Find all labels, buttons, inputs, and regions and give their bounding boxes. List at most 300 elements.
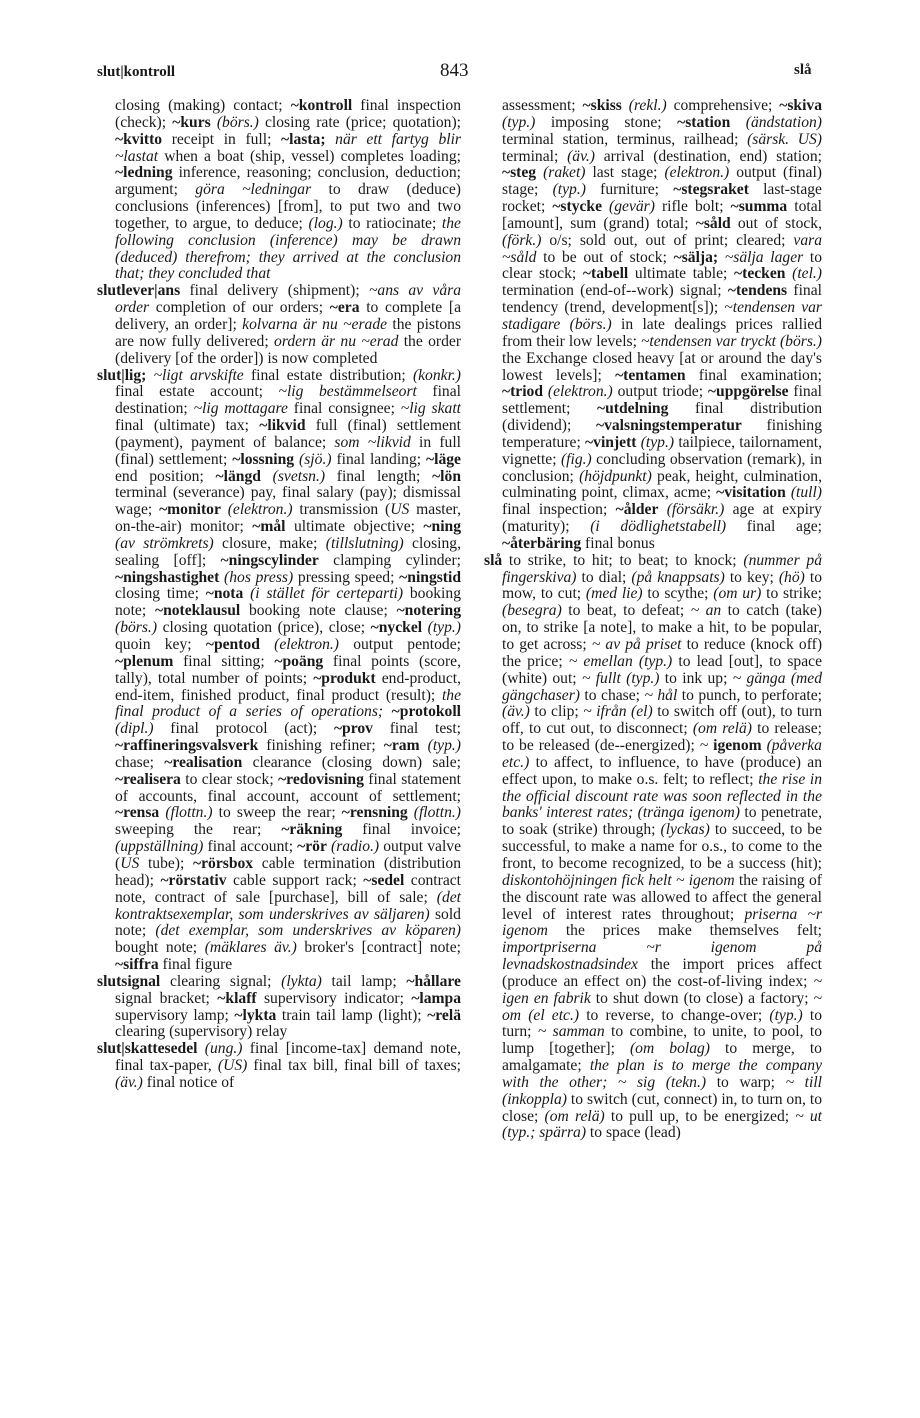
italic-phrase: ~tendensen var stadigare (börs.) (502, 299, 822, 333)
definition-text: to succeed, to be successful, to make a name for o.s., to come to the front, to become recognized, to be a success (hit); (502, 821, 822, 872)
headword: ~realisation (164, 753, 243, 771)
italic-phrase: (lykta) (281, 972, 322, 990)
italic-phrase: ~ ifrån (el) (583, 703, 653, 721)
definition-text: to draw (deduce) conclusions (inferences) [from], to put two and two together, to argue, to deduce; (115, 181, 461, 232)
definition-text: final landing; (331, 450, 427, 468)
italic-phrase: ~ (699, 737, 714, 755)
page-number: 843 (440, 60, 469, 81)
headword: slutlever|ans (97, 282, 181, 300)
continued-entry (97, 98, 461, 283)
headword: ~läge (426, 450, 461, 468)
definition-text: final [income-tax] demand note, final tax-paper, (115, 1040, 461, 1075)
italic-phrase: (om relä) (544, 1107, 605, 1125)
italic-phrase: (elektron.) (547, 383, 613, 401)
definition-text: closing (making) contact; (115, 97, 291, 114)
definition-text: rifle bolt; (654, 198, 731, 216)
headword: ~stegsraket (673, 181, 749, 199)
definition-text (260, 636, 274, 653)
italic-phrase: ordern är nu ~erad (274, 332, 399, 350)
italic-phrase: (typ.) (769, 1006, 803, 1024)
italic-phrase: (US) (217, 1057, 248, 1075)
definition-text (326, 131, 336, 148)
headword: ~ledning (115, 164, 173, 182)
definition-text: out of stock, (730, 214, 822, 232)
italic-phrase: (log.) (308, 214, 343, 232)
definition-text: to warp; (706, 1073, 786, 1091)
definition-text: to clear stock; (180, 770, 279, 788)
italic-phrase: (äv.) (115, 1073, 143, 1091)
definition-text: to lead [out], to space (white) out; (502, 652, 822, 687)
headword: ~tecken (734, 265, 786, 283)
italic-phrase: (dipl.) (115, 720, 154, 738)
definition-text: final age; (726, 518, 822, 536)
definition-text: closing time; (115, 585, 206, 603)
definition-text: tube); (139, 854, 193, 872)
definition-text: final consignee; (287, 400, 401, 418)
definition-text: final invoice; (342, 821, 461, 839)
definition-text: supervisory indicator; (256, 989, 412, 1007)
headword: ~protokoll (391, 703, 461, 721)
definition-text: sweeping the rear; (115, 821, 282, 839)
italic-phrase: kolvarna är nu ~erade (242, 315, 388, 333)
definition-text (730, 114, 745, 131)
headword: ~rörsbox (193, 854, 254, 872)
italic-phrase: (konkr.) (412, 366, 461, 384)
italic-phrase: (lyckas) (660, 821, 710, 839)
headword: ~stycke (552, 198, 603, 216)
definition-text: imposing stone; (535, 113, 678, 131)
italic-phrase: (tränga igenom) (637, 804, 740, 822)
definition-text: to clear stock; (502, 248, 823, 283)
definition-text: ultimate table; (628, 265, 735, 283)
definition-text: to merge, to amalgamate; (502, 1040, 822, 1075)
italic-phrase: (elektron.) (227, 501, 293, 519)
definition-text: clearance (closing down) sale; (242, 753, 461, 771)
headword: slå (484, 551, 503, 569)
italic-phrase: vara ~såld (502, 231, 822, 266)
headword: ~lykta (234, 1006, 277, 1024)
definition-text (602, 198, 609, 215)
italic-phrase: priserna ~r igenom (502, 905, 822, 940)
definition-text: final statement of accounts, final account, account of settlement; (115, 770, 461, 805)
headword: ~skiss (582, 97, 622, 114)
italic-phrase: (om ur) (713, 585, 762, 603)
continued-entry (484, 98, 822, 553)
definition-text: to reverse, to change-over; (579, 1006, 770, 1024)
definition-text: final estate distribution; (243, 366, 413, 384)
headword: ~lampa (411, 989, 462, 1007)
definition-text: to beat, to defeat; (561, 602, 691, 620)
headword: ~ningstid (399, 568, 462, 586)
headword: ~siffra (115, 956, 159, 974)
headword: ~hållare (406, 972, 461, 990)
definition-text: tail lamp; (321, 972, 407, 990)
headword: ~sedel (363, 871, 405, 889)
headword: ~ålder (615, 501, 659, 519)
definition-text: total [amount], sum (grand) total; (502, 198, 822, 232)
definition-text: final points (score, tally), total number of points; (115, 652, 461, 687)
headword: ~kurs (172, 113, 211, 131)
italic-phrase: som ~likvid (334, 433, 411, 451)
headword: ~monitor (159, 501, 221, 519)
italic-phrase: (försäkr.) (666, 501, 725, 519)
headword: ~pentod (205, 636, 260, 653)
italic-phrase: ~ gänga (med gängchaser) (502, 669, 823, 704)
definition-text: to sweep the rear; (212, 804, 342, 822)
italic-phrase: ~ av på priset (591, 636, 682, 653)
italic-phrase: (elektron.) (664, 164, 730, 182)
headword: ~utdelning (597, 400, 669, 418)
italic-phrase: ~ans av våra order (115, 282, 461, 317)
definition-text: final length; (325, 467, 433, 485)
definition-text: last-stage rocket; (502, 181, 822, 216)
definition-text: when a boat (ship, vessel) completes loading; (158, 147, 461, 165)
definition-text: furniture; (585, 181, 674, 199)
headword: ~återbäring (502, 534, 582, 552)
italic-phrase: (med lie) (585, 585, 643, 603)
italic-phrase: (uppställning) (115, 838, 204, 856)
definition-text: pressing speed; (293, 568, 400, 586)
definition-text: completion of our orders; (149, 299, 330, 317)
dictionary-entry (97, 974, 461, 1041)
headword: ~skiva (779, 97, 822, 114)
definition-text: the prices make themselves felt; (547, 922, 822, 940)
definition-text: final examination; (685, 366, 822, 384)
headword: ~noteklausul (154, 602, 241, 620)
italic-phrase: (besegra) (502, 602, 562, 620)
italic-phrase: (av strömkrets) (115, 534, 214, 552)
italic-phrase: ~tendensen var tryckt (börs.) (640, 332, 822, 350)
running-head-left: slut|kontroll (97, 64, 176, 80)
definition-text: to switch off (out), to turn off, to cut out, to disconnect; (502, 703, 823, 738)
definition-text (607, 1074, 618, 1091)
italic-phrase: ~ samman (537, 1023, 605, 1041)
definition-text: assessment; (502, 97, 583, 114)
headword: ~tentamen (615, 366, 686, 384)
definition-text (146, 367, 153, 384)
definition-text (221, 501, 228, 518)
definition-text: finishing refiner; (258, 737, 384, 755)
definition-text: tailpiece, tailornament, vignette; (502, 433, 822, 468)
italic-phrase: ~ igen en fabrik (502, 972, 822, 1007)
headword: ~mål (252, 518, 286, 536)
definition-text: transmission ( (292, 501, 391, 519)
italic-phrase: (äv.) (502, 703, 530, 721)
italic-phrase: (om relä) (692, 720, 752, 738)
definition-text: age at expiry (maturity); (502, 501, 822, 536)
italic-phrase: (tillslutning) (325, 534, 404, 552)
italic-phrase: (tel.) (792, 265, 822, 283)
definition-text: final distribution (dividend); (502, 400, 822, 435)
definition-text (718, 249, 725, 266)
italic-phrase: the final product of a series of operations; (115, 686, 461, 721)
italic-phrase: (på knappsats) (631, 568, 725, 586)
italic-phrase: (elektron.) (274, 636, 339, 653)
definition-text: end-product, end-item, finished product, final product (result); (115, 669, 461, 704)
headword: ~prov (333, 720, 373, 738)
definition-text: cable support rack; (226, 871, 364, 889)
headword: ~rensning (341, 804, 408, 822)
definition-text: arrival (destination, end) station; (594, 147, 822, 165)
headword: ~relä (427, 1006, 461, 1024)
running-head-right: slå (794, 62, 812, 78)
headword: igenom (713, 737, 762, 755)
italic-phrase: (radio.) (331, 838, 380, 856)
italic-phrase: (sjö.) (299, 450, 332, 468)
italic-phrase: (fig.) (560, 450, 592, 468)
definition-text: output triode; (612, 383, 708, 401)
italic-phrase: ~lig skatt (400, 400, 461, 418)
definition-text: clearing signal; (160, 972, 282, 990)
italic-phrase: (mäklares äv.) (204, 939, 297, 957)
definition-text: to space (lead) (586, 1124, 681, 1142)
headword: slut|lig; (97, 366, 147, 384)
headword: ~rörstativ (160, 871, 227, 889)
italic-phrase: (i stället för certeparti) (250, 585, 404, 603)
definition-text: full (final) settlement (payment), payment of balance; (115, 417, 462, 451)
italic-phrase: (rekl.) (628, 97, 667, 114)
definition-text: to chase; (579, 686, 645, 704)
italic-phrase: (äv.) (567, 147, 595, 165)
italic-phrase: (tull) (790, 484, 822, 502)
definition-text: clearing (supervisory) relay (115, 1023, 288, 1041)
definition-text: final inspection (check); (115, 97, 461, 131)
headword: ~summa (730, 198, 788, 216)
italic-phrase: ~sälja lager (724, 248, 804, 266)
definition-text: in full (final) settlement; (115, 433, 461, 468)
definition-text: final account; (203, 838, 298, 856)
headword: ~realisera (115, 770, 181, 788)
headword: ~nyckel (370, 619, 423, 637)
definition-text: termination (end-of--work) signal; (502, 282, 728, 300)
headword: ~ningshastighet (115, 568, 220, 586)
headword: ~kontroll (290, 97, 353, 114)
definition-text: final estate account; (115, 383, 279, 401)
headword: ~lossning (232, 450, 295, 468)
definition-text: quoin key; (115, 636, 206, 653)
headword: ~likvid (259, 417, 306, 435)
definition-text: to ink up; (659, 669, 733, 687)
definition-text: the pistons are now fully delivered; (115, 315, 461, 350)
headword: ~räkning (281, 821, 343, 839)
italic-phrase: (börs.) (216, 113, 259, 131)
definition-text: in late dealings prices rallied from their low levels; (502, 315, 822, 350)
italic-phrase: (gevär) (609, 198, 655, 216)
dictionary-entry (97, 283, 461, 367)
dictionary-entry (97, 1041, 461, 1092)
definition-text: final notice of (142, 1073, 235, 1091)
italic-phrase: importpriserna ~r igenom på levnadskostnadsindex (502, 939, 822, 974)
headword: ~plenum (115, 652, 174, 670)
headword: ~såld (695, 214, 731, 232)
italic-phrase: US (120, 854, 140, 872)
headword: ~vinjett (585, 433, 637, 451)
definition-text: to scythe; (642, 585, 714, 603)
headword: ~rör (297, 838, 327, 856)
definition-text: final delivery (shipment); (180, 282, 369, 300)
definition-text: to punch, to perforate; (677, 686, 822, 704)
headword: ~visitation (716, 484, 786, 502)
definition-text: to mow, to cut; (502, 568, 822, 603)
headword: ~station (677, 113, 731, 131)
definition-text: receipt in full; (162, 130, 282, 148)
definition-text: to pull up, to be energized; (604, 1107, 796, 1125)
italic-phrase: ~ till (inkoppla) (502, 1073, 823, 1108)
definition-text: the order (delivery [of the order]) is now completed (115, 332, 462, 367)
headword: ~poäng (274, 652, 324, 670)
definition-text: to complete [a delivery, an order]; (115, 299, 462, 333)
italic-phrase: the following conclusion (inference) may be drawn (deduced) therefrom; they arrived at the conclusion that; they concluded that (115, 214, 461, 283)
definition-text: last stage; (585, 164, 665, 182)
definition-text: train tail lamp (light); (276, 1006, 428, 1024)
definition-text: output pentode; (338, 636, 461, 653)
definition-text: booking note; (115, 585, 461, 620)
definition-text (622, 97, 629, 114)
italic-phrase: (hos press) (224, 568, 294, 586)
headword: ~lön (432, 467, 461, 485)
definition-text: to ratiocinate; (342, 214, 442, 232)
definition-text: concluding observation (remark), in conclusion; (502, 450, 822, 485)
definition-text: final protocol (act); (153, 720, 334, 738)
definition-text: contract note, contract of sale [purchase], bill of sale; (115, 871, 461, 906)
headword: ~nota (205, 585, 244, 603)
italic-phrase: (påverka etc.) (502, 737, 822, 771)
italic-phrase: ~lig bestämmelseort (278, 383, 417, 401)
headword: ~sälja; (673, 248, 719, 266)
italic-phrase: the plan is to merge the company with the other; (502, 1057, 822, 1091)
italic-phrase: (nummer på fingerskiva) (502, 551, 822, 586)
definition-text: signal bracket; (115, 989, 218, 1007)
italic-phrase: (typ.) (502, 113, 536, 131)
headword: ~triod (502, 383, 544, 401)
definition-text: to be out of stock; (536, 248, 674, 266)
headword: ~valsningstemperatur (595, 417, 742, 435)
definition-text: to clip; (529, 703, 584, 721)
italic-phrase: (typ.) (427, 619, 461, 637)
italic-phrase: (det kontraktsexemplar, som underskrives av säljaren) (115, 888, 461, 923)
definition-text (658, 501, 666, 518)
definition-text (383, 703, 392, 720)
left-column (97, 98, 461, 1092)
italic-phrase: (typ.) (552, 181, 586, 199)
headword: ~rensa (115, 804, 160, 822)
italic-phrase: (börs.) (115, 619, 158, 637)
definition-text: terminal; (502, 147, 568, 165)
italic-phrase: diskontohöjningen fick helt ~ igenom (502, 871, 735, 889)
definition-text: to switch (cut, connect) in, to turn on, to close; (502, 1090, 822, 1125)
definition-text: final settlement; (502, 383, 822, 418)
italic-phrase: (i dödlighetstabell) (590, 518, 727, 536)
definition-text: final (ultimate) tax; (115, 417, 260, 435)
italic-phrase: när ett fartyg blir ~lastat (115, 130, 461, 165)
italic-phrase: (raket) (543, 164, 586, 182)
italic-phrase: (om bolag) (629, 1040, 710, 1058)
definition-text: ultimate objective; (285, 518, 424, 536)
headword: slut|skattesedel (97, 1040, 198, 1058)
italic-phrase: (förk.) (502, 231, 542, 249)
dictionary-entry (484, 553, 822, 1143)
definition-text: terminal (severance) pay, final salary (pay); dismissal wage; (115, 484, 461, 519)
italic-phrase: ~ om (el etc.) (502, 989, 822, 1024)
headword: ~kvitto (115, 130, 163, 148)
headword: ~längd (215, 467, 261, 485)
italic-phrase: (typ.) (427, 737, 461, 755)
headword: ~lasta; (281, 130, 326, 148)
headword: ~redovisning (278, 770, 364, 788)
italic-phrase: ~ hål (644, 686, 678, 704)
definition-text: terminal station, terminus, railhead; (502, 130, 748, 148)
headword: ~klaff (217, 989, 257, 1007)
definition-text: peak, height, culmination, culminating point, climax, acme; (502, 467, 822, 502)
definition-text: closing rate (price; quotation); (258, 113, 461, 131)
definition-text: final sitting; (173, 652, 275, 670)
italic-phrase: göra ~ledningar (195, 181, 312, 199)
definition-text: closure, make; (213, 534, 326, 552)
headword: ~tendens (727, 282, 788, 300)
definition-text: the import prices affect (produce an effect on) the cost-of-living index; (502, 956, 822, 990)
definition-text: to turn; (502, 1006, 822, 1041)
headword: ~uppgörelse (707, 383, 789, 401)
definition-text: closing, sealing [off]; (115, 534, 461, 569)
definition-text: cable termination (distribution head); (115, 854, 462, 889)
headword: ~ram (383, 737, 420, 755)
entry-list (484, 553, 822, 1143)
definition-text: broker's [contract] note; (296, 939, 461, 957)
definition-text: output valve ( (115, 838, 462, 872)
italic-phrase: ~ligt arvskifte (153, 366, 244, 384)
definition-text: booking note clause; (240, 602, 397, 620)
definition-text: to shut down (to close) a factory; (590, 989, 814, 1007)
headword: slutsignal (97, 972, 161, 990)
italic-phrase: (flottn.) (413, 804, 461, 822)
italic-phrase: (flottn.) (165, 804, 213, 822)
definition-text (420, 737, 428, 754)
definition-text: to strike; (761, 585, 823, 603)
definition-text: to dial; (576, 568, 632, 586)
headword: ~tabell (582, 265, 629, 283)
definition-text: to key; (724, 568, 779, 586)
definition-text: final tax bill, final bill of taxes; (247, 1057, 461, 1075)
italic-phrase: ~ an (690, 602, 722, 620)
definition-text: to penetrate, to soak (strike) through; (502, 804, 822, 839)
definition-text: to combine, to unite, to pool, to lump [together]; (502, 1023, 822, 1058)
definition-text: to reduce (knock off) the price; (502, 636, 823, 670)
definition-text: to catch (take) on, to strike [a note], to make a hit, to be popular, to get across; (502, 602, 823, 653)
italic-phrase: (typ.) (640, 433, 675, 451)
definition-text: clamping cylinder; (318, 551, 461, 569)
definition-text: chase; (115, 753, 165, 771)
headword: ~notering (396, 602, 461, 620)
italic-phrase: (hö) (778, 568, 805, 586)
definition-text: final inspection; (502, 501, 616, 519)
definition-text: finishing temperature; (502, 417, 822, 451)
italic-phrase: (det exemplar, som underskrives av köparen) (155, 922, 461, 940)
definition-text: o/s; sold out, out of print; cleared; (541, 231, 794, 249)
italic-phrase: US (390, 501, 410, 519)
headword: ~produkt (313, 669, 376, 687)
definition-text: to release; to be released (de--energized); (502, 720, 822, 755)
headword: ~ningscylinder (220, 551, 319, 569)
italic-phrase: the rise in the official discount rate was soon reflected in the banks' interest rates; (502, 770, 822, 822)
definition-text: final test; (372, 720, 461, 738)
headword: ~steg (502, 164, 537, 182)
headword: ~era (329, 299, 360, 317)
definition-text (197, 1040, 204, 1057)
right-column (484, 98, 822, 1142)
italic-phrase: ~ ut (typ.; spärra) (502, 1107, 822, 1142)
definition-text: output (final) stage; (502, 164, 822, 199)
definition-text: final bonus (581, 534, 655, 552)
